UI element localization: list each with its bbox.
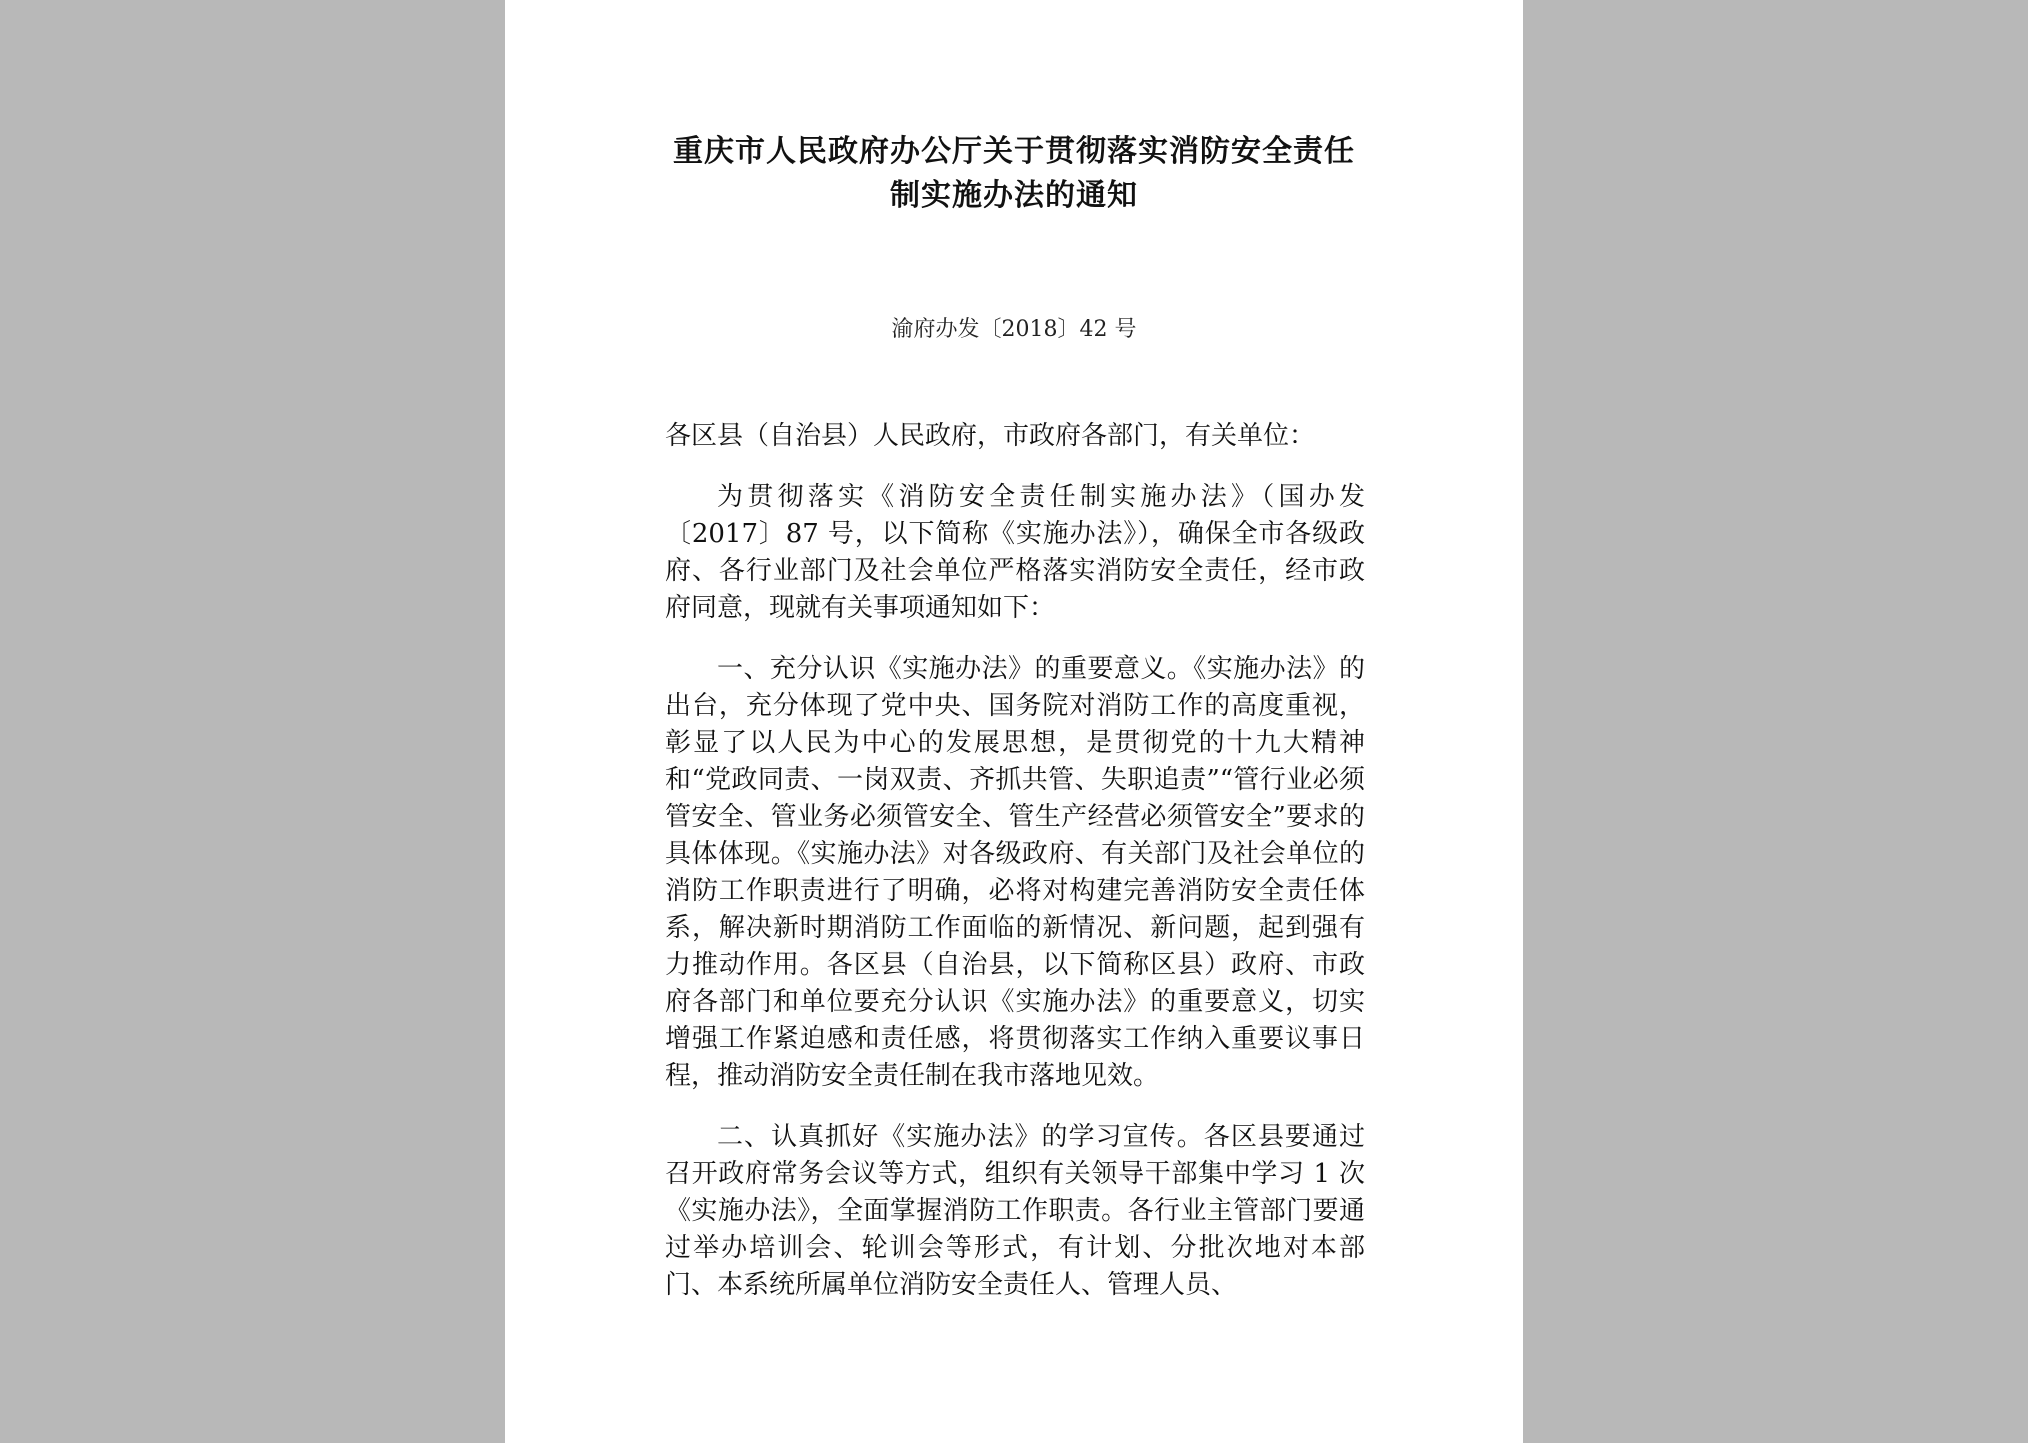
title-line-2: 制实施办法的通知 [890, 178, 1138, 213]
paragraph-section-1: 一、充分认识《实施办法》的重要意义。《实施办法》的出台，充分体现了党中央、国务院对消防工作的高度重视，彰显了以人民为中心的发展思想，是贯彻党的十九大精神和“党政同责、一岗双责、齐抓共管、失职追责”“管行业必须管安全、管业务必须管安全、管生产经营必须管安全”要求的具体体现。《实施办法》对各级政府、有关部门及社会单位的消防工作职责进行了明确，必将对构建完善消防安全责任体系，解决新时期消防工作面临的新情况、新问题，起到强有力推动作用。各区县（自治县，以下简称区县）政府、市政府各部门和单位要充分认识《实施办法》的重要意义，切实增强工作紧迫感和责任感，将贯彻落实工作纳入重要议事日程，推动消防安全责任制在我市落地见效。 [665, 654, 1365, 1091]
salutation: 各区县（自治县）人民政府，市政府各部门，有关单位： [665, 421, 1316, 451]
paragraph-section-2: 二、认真抓好《实施办法》的学习宣传。各区县要通过召开政府常务会议等方式，组织有关领导干部集中学习 1 次《实施办法》，全面掌握消防工作职责。各行业主管部门要通过举办培训会、轮训会等形式，有计划、分批次地对本部门、本系统所属单位消防安全责任人、管理人员、 [665, 1122, 1365, 1300]
document-body [665, 418, 1365, 1328]
document-page [505, 0, 1523, 1443]
document-number: 渝府办发〔2018〕42 号 [891, 317, 1137, 342]
paragraph-intro: 为贯彻落实《消防安全责任制实施办法》（国办发〔2017〕87 号，以下简称《实施办法》），确保全市各级政府、各行业部门及社会单位严格落实消防安全责任，经市政府同意，现就有关事项通知如下： [665, 482, 1365, 623]
document-title [505, 130, 1523, 218]
title-line-1: 重庆市人民政府办公厅关于贯彻落实消防安全责任 [673, 134, 1355, 169]
